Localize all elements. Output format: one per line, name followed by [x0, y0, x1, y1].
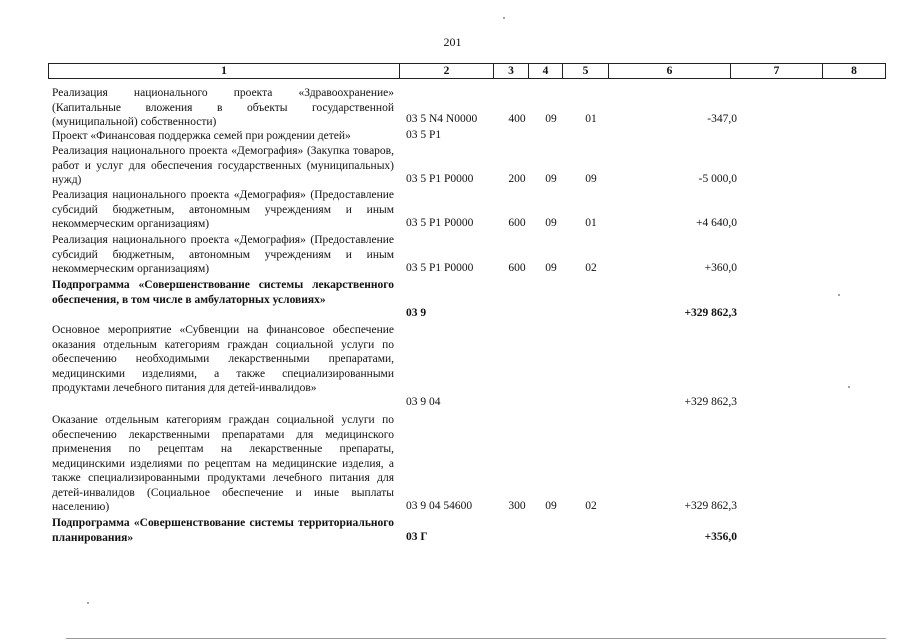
row-col-4: 09 [545, 113, 557, 125]
row-description: Проект «Финансовая поддержка семей при рождении детей» [52, 130, 351, 142]
row-col-3: 200 [508, 173, 526, 185]
row-col-6: +329 862,3 [684, 500, 737, 512]
header-col-1: 1 [49, 64, 400, 78]
row-col-3: 600 [508, 262, 526, 274]
row-col-6: +360,0 [704, 262, 737, 274]
row-description: Подпрограмма «Совершенствование системы территориального планирования» [52, 517, 394, 544]
row-col-5: 02 [585, 262, 597, 274]
row-col-3: 600 [508, 217, 526, 229]
row-col-4: 09 [545, 173, 557, 185]
row-code: 03 5 P1 P0000 [406, 217, 474, 229]
scan-speck [848, 386, 850, 388]
row-description: Оказание отдельным категориям граждан социальной услуги по обеспечению лекарственными препаратами для медицинского применения по рецептам на лекарственные препараты, медицинскими изделиями по рецептам на медицинские изделия, а также специализированными продуктами лечебного питания для детей-инвалидов (Социальное обеспечение и иные выплаты населению) [52, 414, 394, 513]
row-code: 03 9 [406, 307, 427, 319]
scan-speck [87, 602, 89, 604]
row-description: Реализация национального проекта «Демография» (Предоставление субсидий бюджетным, автономным учреждениям и иным некоммерческим организациям) [52, 189, 394, 230]
row-col-6: -347,0 [707, 113, 737, 125]
row-description: Реализация национального проекта «Демография» (Закупка товаров, работ и услуг для обеспечения государственных (муниципальных) нужд) [52, 145, 394, 186]
row-col-3: 300 [508, 500, 526, 512]
table-header [48, 63, 886, 79]
row-col-4: 09 [545, 217, 557, 229]
row-col-5: 02 [585, 500, 597, 512]
row-code: 03 Г [406, 531, 428, 543]
row-code: 03 5 P1 [406, 129, 442, 141]
row-col-6: -5 000,0 [698, 173, 737, 185]
header-col-7: 7 [731, 64, 823, 78]
row-code: 03 9 04 54600 [406, 500, 473, 512]
row-col-5: 01 [585, 113, 597, 125]
row-col-6: +356,0 [704, 531, 737, 543]
row-col-5: 09 [585, 173, 597, 185]
row-description: Подпрограмма «Совершенствование системы лекарственного обеспечения, в том числе в амбулаторных условиях» [52, 279, 394, 306]
page-bottom-edge [66, 638, 886, 639]
scan-speck [838, 294, 840, 296]
row-description: Основное мероприятие «Субвенции на финансовое обеспечение оказания отдельным категориям граждан социальной услуги по обеспечению необходимыми лекарственными препаратами, медицинскими изделиями, а также специализированными продуктами лечебного питания для детей-инвалидов» [52, 324, 394, 394]
header-col-2: 2 [400, 64, 494, 78]
row-col-5: 01 [585, 217, 597, 229]
header-col-4: 4 [529, 64, 563, 78]
header-col-8: 8 [851, 65, 857, 77]
row-col-4: 09 [545, 500, 557, 512]
row-col-6: +4 640,0 [696, 217, 737, 229]
header-col-6: 6 [609, 64, 731, 78]
row-description: Реализация национального проекта «Здравоохранение» (Капитальные вложения в объекты государственной (муниципальной) собственности) [52, 87, 394, 128]
row-col-6: +329 862,3 [684, 307, 737, 319]
header-col-5: 5 [563, 64, 609, 78]
row-description: Реализация национального проекта «Демография» (Предоставление субсидий бюджетным, автономным учреждениям и иным некоммерческим организациям) [52, 234, 394, 275]
page-number: 201 [443, 35, 462, 49]
header-col-3: 3 [494, 64, 529, 78]
row-code: 03 5 P1 P0000 [406, 262, 474, 274]
row-code: 03 9 04 [406, 396, 441, 408]
row-code: 03 5 P1 P0000 [406, 173, 474, 185]
row-col-6: +329 862,3 [684, 396, 737, 408]
row-col-4: 09 [545, 262, 557, 274]
row-code: 03 5 N4 N0000 [406, 113, 478, 125]
scan-speck [503, 17, 505, 19]
row-col-3: 400 [508, 113, 526, 125]
